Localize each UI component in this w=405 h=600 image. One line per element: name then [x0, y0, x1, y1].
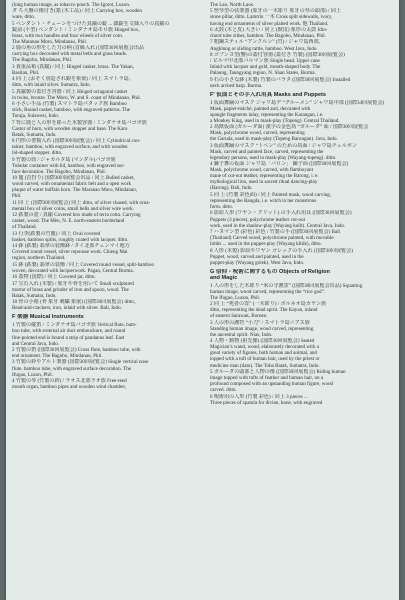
text-line: Mask, polychrome wood, carved, representing — [210, 130, 305, 137]
text-line: limbs ... used in the puppet-play (Wayang klitik), ditto. — [210, 241, 322, 248]
text-line: Inlaid with lacquer and gold, mouth-shaped body. The — [210, 64, 321, 71]
text-line: 9 石の小さな鉢 (木製) 竹製のバラタ (国際30回展覧会) Installed — [210, 76, 351, 83]
text-line: topped with a tuft of human hair, used by the priest or — [210, 356, 320, 363]
text-line: 4 獅子舞の仮面 ジャワ島「バロン」 獅子面 (国際30回展覧会) — [210, 161, 349, 168]
text-line: 11 同 上 (国際30回展覧会) 同上 ditto, of silver chased, with orna- — [12, 199, 151, 206]
catalog-entry — [210, 100, 393, 124]
text-line: 6 呪術用の人形 (竹製 彩色) / 同上 3 pieces ... — [210, 393, 308, 400]
text-line: Puppet, wood, carved and painted, used in the — [210, 253, 304, 260]
text-line: basket, bamboo splits, roughly coated with lacquer. ditto. — [12, 236, 129, 243]
catalog-entry — [12, 76, 194, 88]
text-line: stick, Round casket, bamboo, with engraved patterns. The — [12, 107, 131, 114]
text-line: 2 竹製の笛 (国際30回展覧会) Cross flute, bamboo tube, with — [12, 347, 141, 353]
text-line: fine-pointed end is bound a strip of pandanus leaf. East — [12, 334, 125, 341]
text-line: 3 人の形の護符 “小刀” / スマトラ島ニアス族 — [210, 319, 310, 326]
text-line: Mask, polychrome wood, carved, with flamboyant — [210, 167, 313, 174]
catalog-entry — [210, 394, 393, 406]
text-line: the Garuda, used in mask-play (Topeng Barongan). Java, Indo. — [210, 136, 338, 143]
catalog-entry — [12, 21, 194, 45]
text-line: 8 円形の書類入れ (国際30回展覧会) / 同上 Cylindrical con- — [12, 138, 141, 145]
section-heading — [210, 92, 393, 98]
catalog-entry — [12, 299, 194, 311]
text-line: neck arched harp. Burma. — [210, 82, 263, 89]
text-line: ダ ち大盤の像付き(薬 (木工品) / 同上 Carrying box, wooden — [12, 8, 142, 15]
text-line: (Thailand) Carved wood, polychrome painted, with movable — [210, 235, 334, 242]
text-line: 17 宝石入れ (木製) / 象牙や骨を用いて Small sculptured — [12, 280, 134, 287]
text-line: The Maranao Moro, Mindanao, Phil. — [12, 38, 88, 45]
text-line: 13 行李(鉄製の竹籠) / 同上 Oval covered — [12, 230, 101, 237]
catalog-entry — [210, 124, 393, 142]
text-line: The Lao, North Laos. — [210, 2, 254, 8]
catalog-entry — [210, 2, 393, 8]
text-line: 7 背に鹿と人の形を彫った木製容器 / ミンダナオ島バゴボ族 — [12, 119, 147, 126]
text-line: lid-shaped stopper. ditto. — [12, 150, 63, 157]
text-line: ditto, with inlaid silver. Sumatra, Indo. — [12, 82, 91, 89]
text-line: 5 竪琴型の弦楽器 (象牙の一木彫り 象牙の琴の頭部) / 同上 — [210, 8, 341, 15]
text-line: Toraja, Sulawesi, Indo. — [12, 113, 60, 120]
catalog-entry — [210, 301, 393, 319]
section-heading — [12, 314, 194, 320]
text-line: in twins, bronze. The Moro, W. and S. coast of Mindanao, Phil. — [12, 94, 141, 101]
catalog-entry — [210, 143, 393, 161]
text-line: region, northern Thailand. — [12, 255, 66, 262]
text-line: and Magic — [210, 274, 238, 281]
text-line: 3 仮面舞踊のマスク “トペン” のための鳥面 / ジャワ島チェルボン — [210, 142, 358, 149]
text-line: 18 骨の小箱 (骨 象牙 刺繍 象嵌) (国際30回展覧会) ditto。 — [12, 299, 139, 306]
text-line: Tubular container with lid, bamboo, with engraved sur- — [12, 162, 125, 169]
text-line: F 楽器 Musical Instruments — [12, 314, 84, 321]
text-line: Angklung or sliding rattle, bamboo. West Java, Indo. — [210, 45, 318, 52]
catalog-entry — [210, 161, 393, 191]
text-line: 14 鉢 (鉄製) 翡翠の装飾鉢 / タイ北部チェンマイ地方 — [12, 243, 130, 250]
catalog-entry — [210, 338, 393, 368]
catalog-entry — [12, 120, 194, 138]
catalog-entry — [210, 77, 393, 89]
text-line: profound composed with an upstanding human figure, wood — [210, 381, 334, 388]
text-line: (long human image, as tobacco pouch. The Igorot, Luzon. — [12, 2, 131, 8]
text-line: Covered round vessel, silver repousse work. Chieng Mai — [12, 249, 128, 256]
text-line: carved. ditto. — [210, 387, 237, 394]
text-line: casket, wood. The Mèo, N. E. north-eastern borderland — [12, 218, 125, 225]
text-line: form. ditto. — [210, 204, 234, 211]
text-line: chord tube zither, bamboo. The Bagobo, Mindanao, Phil. — [210, 33, 326, 40]
text-line: 1 竹製の縦笛 / ミンダナオ島バゴボ族 Vertical flute, bam- — [12, 322, 137, 329]
text-line: human image, wood carved, representing the “rice god”. — [210, 288, 326, 295]
catalog-entry — [12, 200, 194, 212]
text-line: representing the Rangda, i.e. witch in her monstrous — [210, 197, 317, 204]
text-line: 2 同 上 “死者の霊” (一木彫り) / ボルネオ島カヤン族 — [210, 301, 327, 308]
text-line: / ビルマ中北部バルマン族 Single bead. Upper cane — [210, 57, 320, 64]
text-line: legendary persons, used in mask-play (Wayang-topeng). ditto. — [210, 154, 337, 161]
text-line: 6 影絵人形 (ワヤン・クリット) の手入れ用具 (国際30回展覧会) — [210, 210, 352, 217]
text-line: having end ornaments of silver plaited work. 他 Thailand. — [210, 20, 329, 27]
text-line: image topped with tufts of feather and human hair, on a — [210, 375, 324, 382]
catalog-entry — [210, 369, 393, 393]
catalog-entry — [12, 212, 194, 230]
text-line: (Barong). Bali, Indo. — [210, 185, 253, 192]
text-line: boo tube, with external air duct embouchure, and round — [12, 328, 126, 335]
catalog-entry — [12, 175, 194, 199]
text-line: of Thailand. — [12, 224, 37, 231]
catalog-entry — [12, 322, 194, 346]
text-line: Batak, Sumatra, Indo. — [12, 292, 57, 299]
text-line: Basilan, Phil. — [12, 69, 40, 76]
text-line: stone pillar, ditto. Lamtrin 一木 Cross spilt sidewalls, ivory, — [210, 14, 333, 21]
text-line: puppet-play (Wayang golek). West Java, Indo. — [210, 259, 305, 266]
catalog-entry — [12, 89, 194, 101]
catalog-entry — [12, 243, 194, 261]
text-line: 6 太鼓 (木と皮) 大きい / 同上 (獣皮) 象形の太鼓 Idio- — [210, 26, 328, 33]
text-line: Ifugao, Luzon, Phil. — [12, 371, 53, 378]
catalog-entry — [12, 281, 194, 299]
text-line: a Monkey King, used in mask-play (Topeng). Central Thailand. — [210, 117, 340, 124]
text-line: Bead-and-crackers, iron, inlaid with silver. Bali, Indo. — [12, 305, 122, 312]
text-line: Puppets (3 pieces), polychrome leather cut-out — [210, 216, 306, 223]
text-line: woven, decorated with lacquerwork. Pagan, Central Burma. — [12, 267, 134, 274]
text-line: flute, bamboo tube, with engraved surface decoration. The — [12, 365, 131, 372]
text-line: Three pieces of spatula for divine, bone, with engraved — [210, 399, 323, 406]
catalog-entry — [12, 274, 194, 280]
text-line: Mask, papier-mâché, painted and, decorated with — [210, 105, 311, 112]
catalog-entry — [12, 378, 194, 390]
text-line: 1 人の形をした木彫り “米の守護霊” (国際30回展覧会出品) Squatting — [210, 282, 363, 289]
text-line: carrying box decorated with metal bells and glass beads. — [12, 51, 127, 58]
text-line: 錠前 (平型) ペンダント / ミンダナオ島モロ族 Hinged box, — [12, 26, 140, 33]
text-line: Mask, carved and painted face, carved, representing the — [210, 148, 324, 155]
text-line: spangle fragments inlay, representing the Karangan, i.e. — [210, 111, 324, 118]
text-line: of eastern Sarawak, Borneo. — [210, 313, 268, 320]
catalog-entry — [210, 8, 393, 26]
catalog-entry — [210, 39, 393, 51]
text-line: mythological lion, used in sacred ritual dancing-play — [210, 179, 318, 186]
text-line: brass, with two handles and four wheels of silver coin. — [12, 32, 124, 39]
catalog-entry — [210, 192, 393, 210]
text-line: 8 人形 (木製) 影絵やワヤン ゴレックの手入れ (国際30回展覧会) — [210, 247, 353, 254]
catalog-entry — [210, 320, 393, 338]
text-line: ditto, representing the dead spirit. The Kayan, inland — [210, 307, 318, 314]
text-line: Standing human image, wood carved, representing — [210, 325, 314, 332]
text-line: 8 ゴブンヨ型(響)の蓋付容器 (蓋付き 竹製) (国際30回展覧会) — [210, 51, 345, 58]
text-line: 10 籠 (首狩り) 国際30回展覧会出品 / 同上 Bulled casket, — [12, 175, 135, 182]
text-line: 9 竹製の筒 / ジャカルタ島 (マンダル)バゴボ族 — [12, 156, 116, 163]
text-line: mane of cut-out leather, representing the Barong, i. e. — [210, 173, 319, 180]
right-column — [210, 2, 393, 406]
catalog-entry — [12, 231, 194, 243]
text-line: the ancestral spirit. Nias, Indo. — [210, 331, 273, 338]
text-line: great variety of figures, both human and animal, and — [210, 350, 317, 357]
text-line: 5 同 上 (竹製 彩色面) / 同上 Painted mask, wood carving, — [210, 191, 332, 198]
left-column — [12, 2, 194, 391]
text-line: end ornament. The Bagobo, Mindanao, Phil. — [12, 353, 103, 360]
text-line: 16 蓋物 (国際) / 同上 Covered jar, ditto. — [12, 274, 96, 281]
catalog-entry — [12, 101, 194, 119]
catalog-entry — [210, 210, 393, 228]
text-line: 5 真鍮製の蓋付き容器 / 同上 Hinged octagonal casket — [12, 88, 128, 95]
catalog-entry — [210, 229, 393, 247]
catalog-entry — [12, 347, 194, 359]
text-line: face decoration. The Bagobo, Mindanao, Phil. — [12, 168, 106, 175]
text-line: The Ifugao, Luzon, Phil. — [210, 294, 261, 301]
text-line: 1 仮面舞踊のマスク ジャワ島デ “グルーメン” ジャワ島中部 (国際34回展覧会) — [210, 99, 385, 106]
text-line: 3 貴重品箱 (真鍮) / 同上 Hinged casket, brass. The Yakan, — [12, 63, 134, 70]
text-line: tainer, bamboo, with engraved surface, and with wooden — [12, 144, 128, 151]
text-line: plaque of water buffalo horn. The Maranao Moro, Mindanao, — [12, 187, 137, 194]
text-line: 3 竹製の鈴やアルト楽器 (国際30回展覧会) Single vertical nose — [12, 359, 149, 366]
text-line: mouth organ, bamboo pipes and wooden wind chamber, — [12, 384, 127, 391]
text-line: 12 鉄製の壺 / 真鍮 Covered box made of terra cotta. Carrying — [12, 212, 141, 219]
text-line: Palaung, Taungyang region, N. Shan States, Burma. — [210, 70, 316, 77]
text-line: F' 仮面とその手入れ用具 Masks and Puppets — [210, 91, 327, 98]
text-line: 5 ガルーダの頭部と人物の像 (国際30回展覧会) Riding human — [210, 368, 346, 375]
catalog-entry — [210, 52, 393, 76]
text-line: 2 鹿の角の形をした刀の柄 (首級入れ) 国際30回展覧会出品 — [12, 45, 145, 52]
text-line: 2 鳥獣仮面 (ガルーダ面) 漢字の金色鳥 “ガルーダ” 面 / 国際30回展覧会 — [210, 124, 369, 131]
catalog-entry — [12, 157, 194, 175]
text-line: 7 ハヌマン型 (彩色) 彩色 / 竹製の手 (国際30回展覧会) Bali — [210, 228, 341, 235]
catalog-entry — [210, 283, 393, 301]
text-line: G 信仰・呪術に関するもの Objects of Religion — [210, 268, 330, 275]
text-line: 4 竹製の琴 (竹製の鈴) / ラオス北部ラオ族 Free-reed — [12, 378, 127, 385]
catalog-entry — [12, 138, 194, 156]
catalog-entry — [12, 262, 194, 274]
catalog-entry — [12, 64, 194, 76]
text-line: and Central Java, Indo. — [12, 340, 60, 347]
text-line: Magician’s wand, wood, elaborately decorated with a — [210, 344, 319, 351]
text-line: Castor of horn, with wooden stopper and base. The Karo — [12, 125, 128, 132]
book-page — [6, 0, 399, 600]
text-line: 15 鉢 (鉄製) 翡翠の装飾 / 同上 Covered round vessel, split-bamboo — [12, 261, 155, 268]
catalog-entry — [12, 45, 194, 63]
text-line: work, used in the shadow-play (Wayang kulit). Central Java, Indo. — [210, 222, 346, 229]
catalog-entry — [12, 2, 194, 20]
text-line: Batak, Sumatra, Indo. — [12, 131, 57, 138]
text-line: Phil. — [12, 193, 22, 200]
text-line: wood carved, with ornamental fabric belt and a open work — [12, 181, 132, 188]
text-line: 4 同 上 (おそく別造され銀を象嵌) / 同上 スマトラ島。 — [12, 76, 134, 83]
text-line: medicine man (datu). The Toba Batak, Sumatra, Indo. — [210, 362, 320, 369]
catalog-entry — [210, 248, 393, 266]
catalog-entry — [12, 359, 194, 377]
catalog-entry — [210, 27, 393, 39]
text-line: mental box of silver coins, small bells and silver wire work. — [12, 205, 134, 212]
text-line: 7 粗鋼スティル “アンクルン” (竹) / ジャワ島西部, — [210, 39, 321, 46]
text-line: 4 人物・動物 (祖先像) (国際30回展覧会) Seated — [210, 338, 315, 345]
text-line: 5 ペンダント・チェーンをつけた真鍮の錠 ... 鎖錠を文様入りの真鍮の — [12, 20, 170, 27]
section-heading — [210, 269, 393, 281]
text-line: ware, ditto. — [12, 14, 36, 21]
text-line: The Bagobo, Mindanao, Phil. — [12, 57, 73, 64]
text-line: mortar of brass and grinder of iron and spoon, wood. The — [12, 286, 129, 293]
text-line: 6 小さい手品 (竹製) スマトラ島バタック族 Bamboo — [12, 101, 127, 108]
